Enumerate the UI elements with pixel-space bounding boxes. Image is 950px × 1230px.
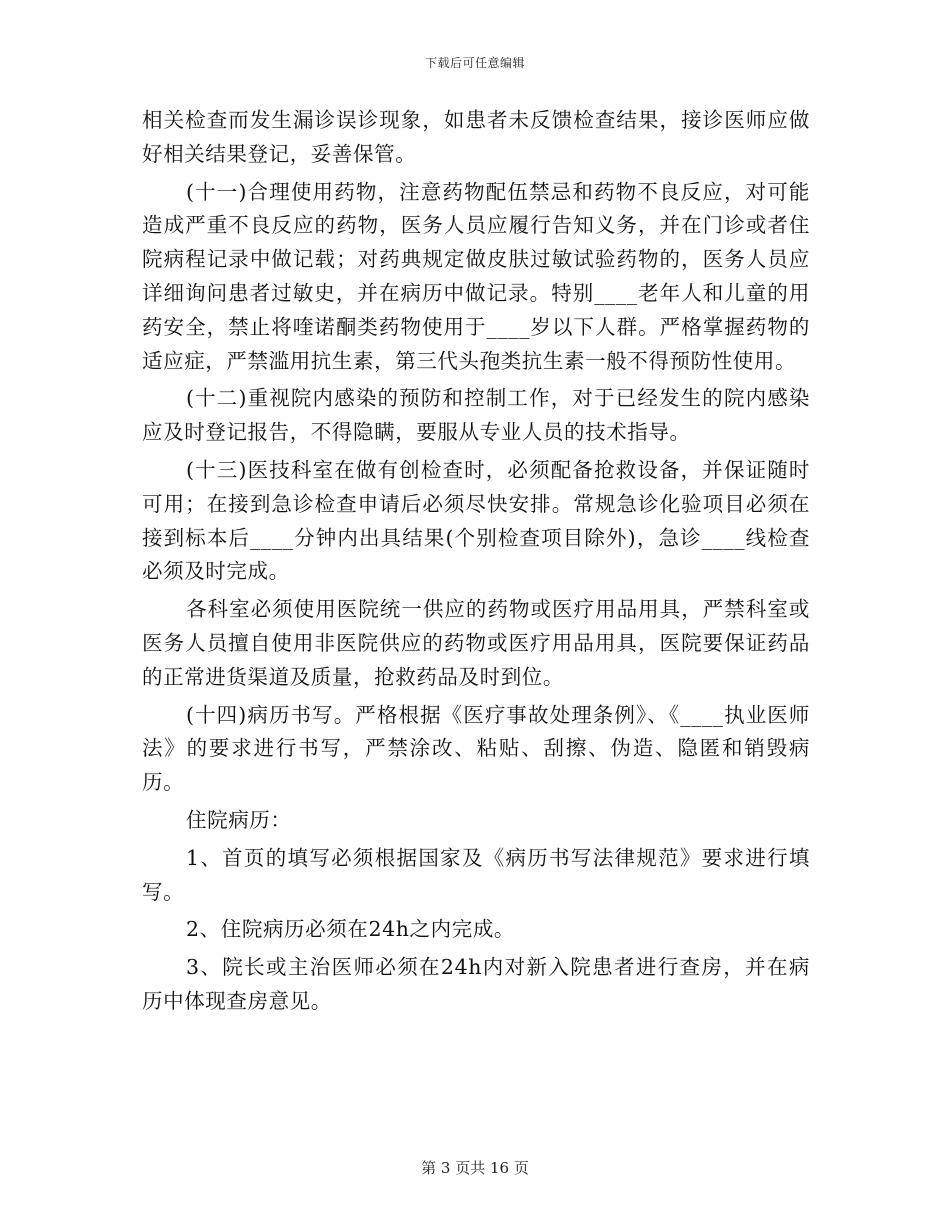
paragraph-continuation: 相关检查而发生漏诊误诊现象，如患者未反馈检查结果，接诊医师应做好相关结果登记，妥善保管。 [142,108,810,166]
page-header: 下载后可任意编辑 [424,56,525,70]
paragraph-item-12: (十二)重视院内感染的预防和控制工作，对于已经发生的院内感染应及时登记报告，不得隐瞒，要服从专业人员的技术指导。 [142,386,810,445]
paragraph-supplies: 各科室必须使用医院统一供应的药物或医疗用品用具，严禁科室或医务人员擅自使用非医院供应的药物或医疗用品用具，医院要保证药品的正常进货渠道及质量，抢救药品及时到位。 [142,597,810,689]
paragraph-item-13: (十三)医技科室在做有创检查时，必须配备抢救设备，并保证随时可用；在接到急诊检查申请后必须尽快安排。常规急诊化验项目必须在接到标本后____分钟内出具结果(个别检查项目除外)，急诊____线检查必须及时完成。 [142,457,810,584]
paragraph-point-3: 3、院长或主治医师必须在24h内对新入院患者进行查房，并在病历中体现查房意见。 [142,955,810,1013]
document-body [142,104,810,1019]
paragraph-item-11: (十一)合理使用药物，注意药物配伍禁忌和药物不良反应，对可能造成严重不良反应的药物，医务人员应履行告知义务，并在门诊或者住院病程记录中做记载；对药典规定做皮肤过敏试验药物的，医务人员应详细询问患者过敏史，并在病历中做记录。特别____老年人和儿童的用药安全，禁止将喹诺酮类药物使用于____岁以下人群。严格掌握药物的适应症，严禁滥用抗生素，第三代头孢类抗生素一般不得预防性使用。 [142,179,810,373]
paragraph-point-1: 1、首页的填写必须根据国家及《病历书写法律规范》要求进行填写。 [142,845,810,904]
paragraph-inpatient-heading: 住院病历： [186,807,292,832]
paragraph-item-14: (十四)病历书写。严格根据《医疗事故处理条例》、《____执业医师法》的要求进行书写，严禁涂改、粘贴、刮擦、伪造、隐匿和销毁病历。 [142,702,810,795]
page-footer: 第 3 页共 16 页 [421,1159,529,1177]
paragraph-point-2: 2、住院病历必须在24h之内完成。 [186,917,516,942]
